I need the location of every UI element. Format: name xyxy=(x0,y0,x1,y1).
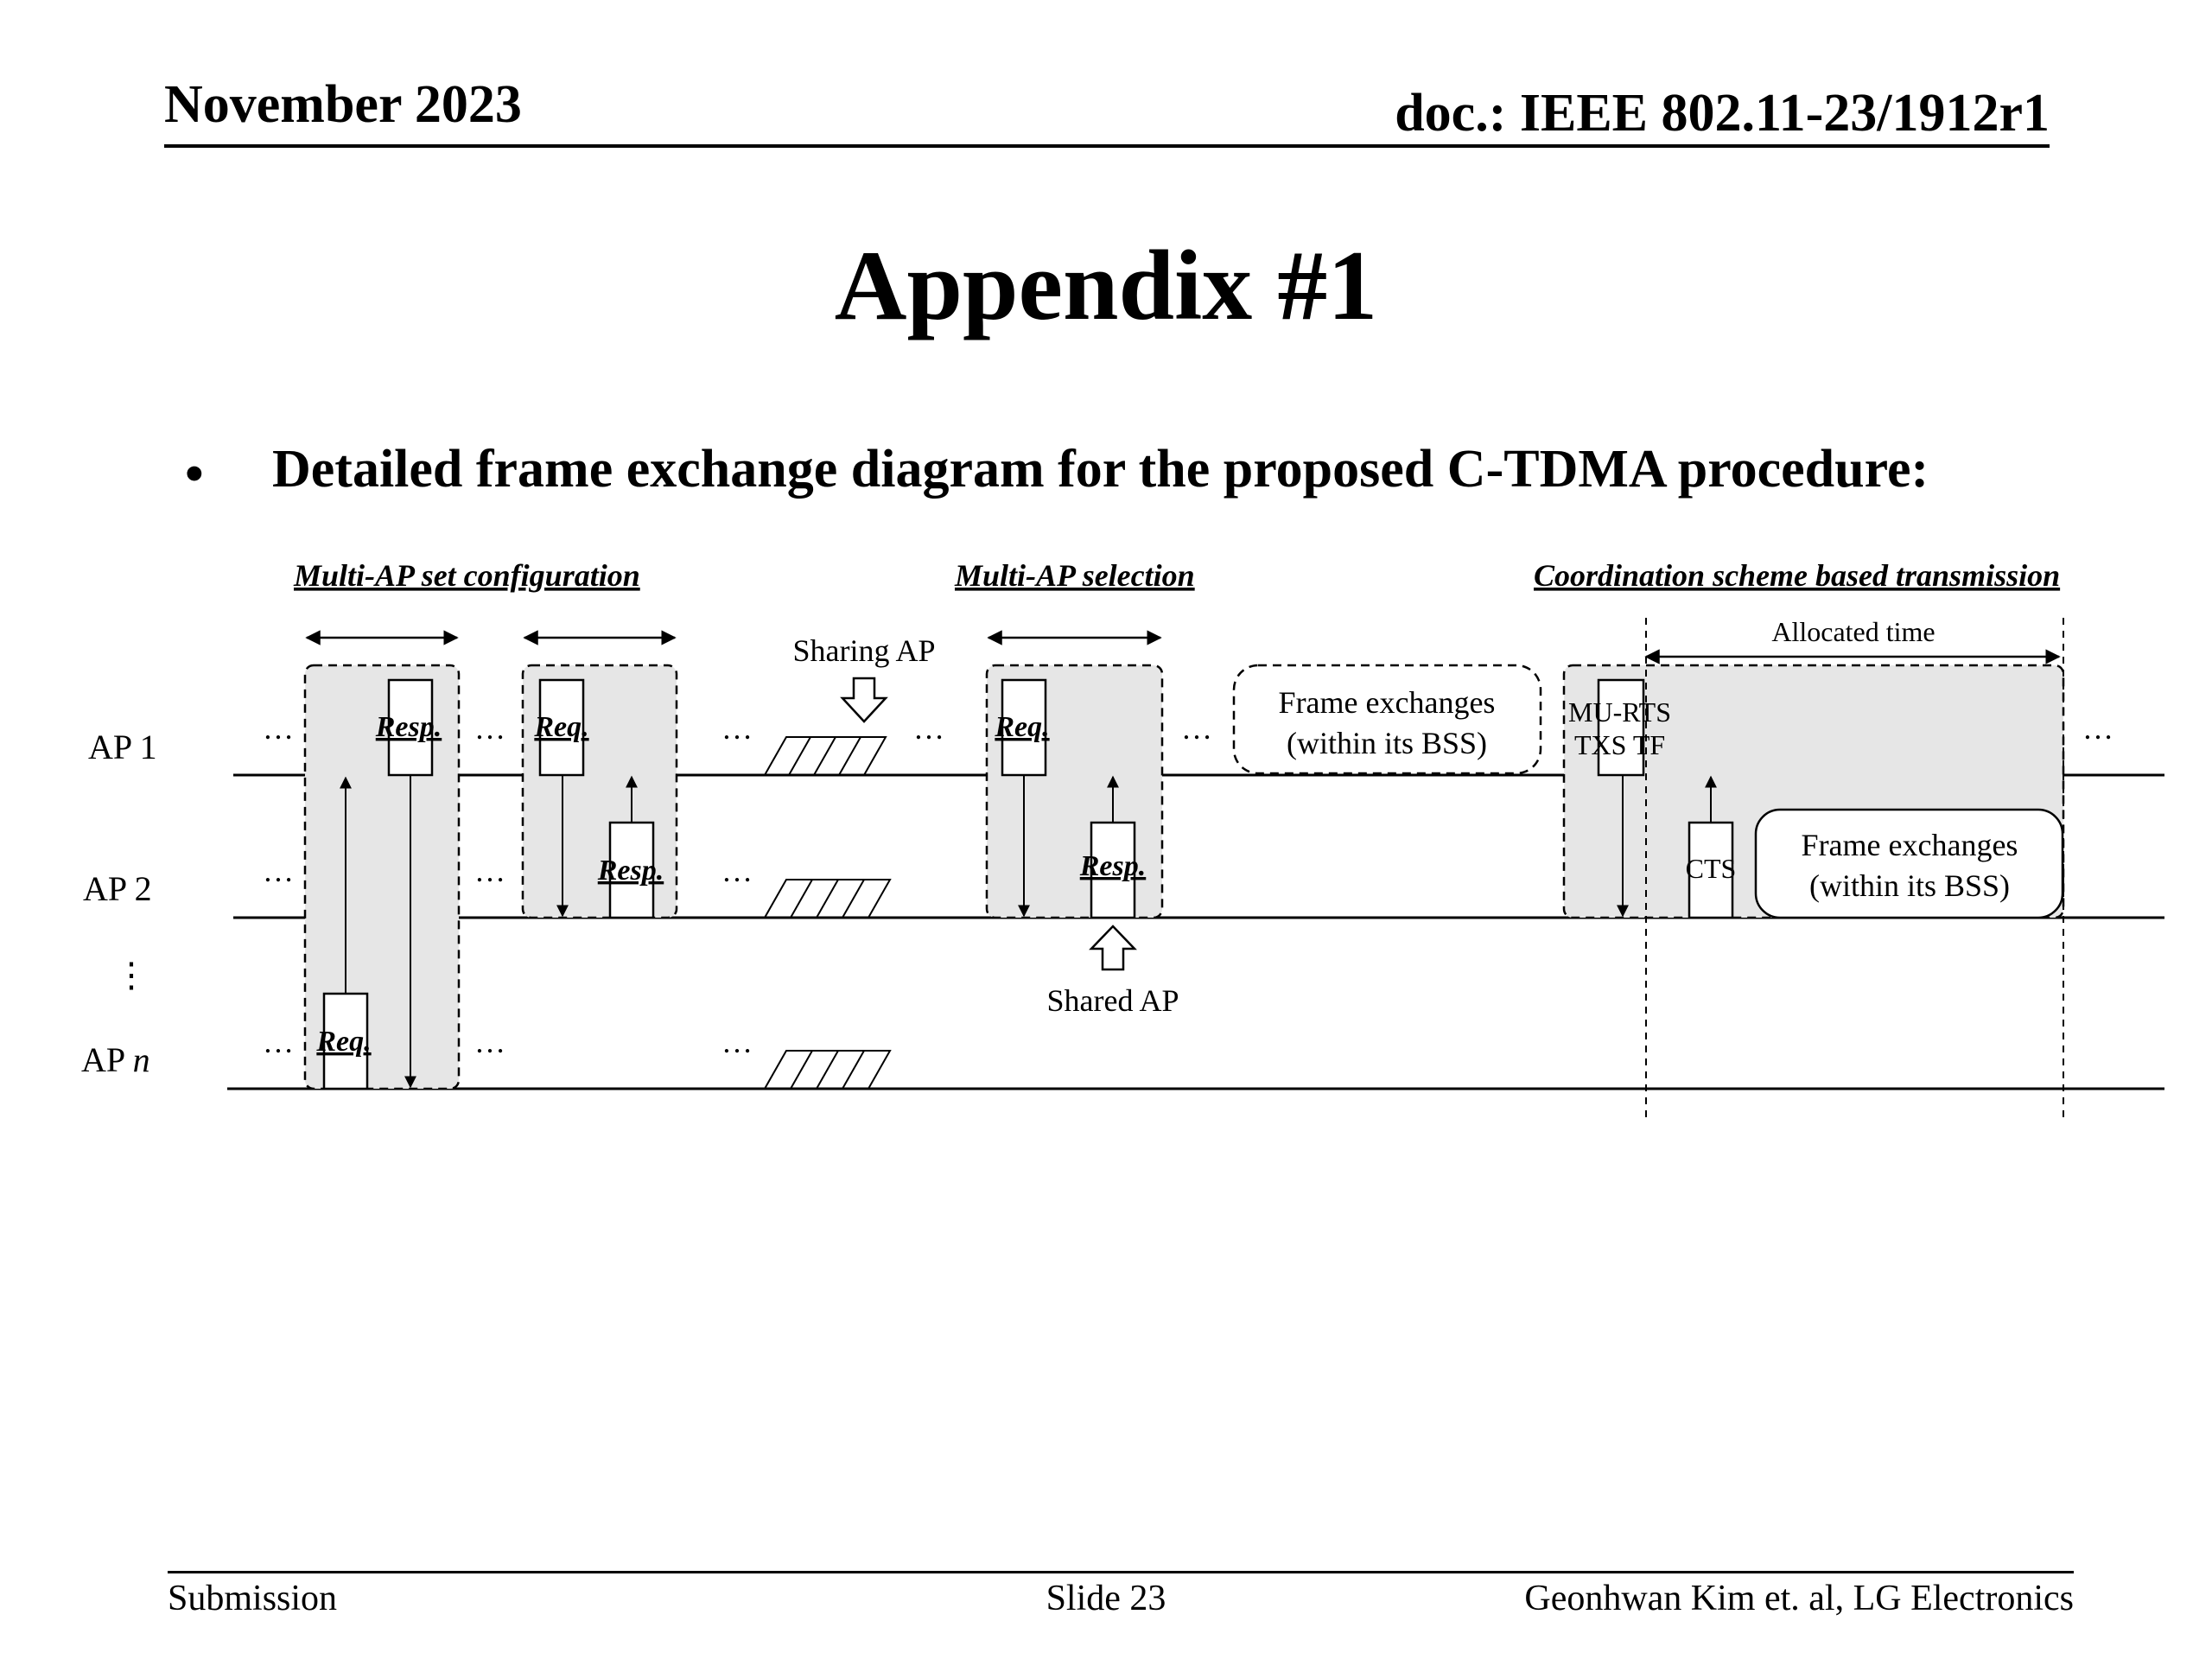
bullet-text: Detailed frame exchange diagram for the proposed C-TDMA procedure: xyxy=(272,440,1929,499)
shared-ap-label: Shared AP xyxy=(1046,983,1179,1018)
ellipsis: … xyxy=(263,854,294,888)
mu-rts-txs-tf-frame xyxy=(1599,680,1643,775)
ellipsis: … xyxy=(474,854,505,888)
mu-rts-label-line1: MU-RTS xyxy=(1568,696,1671,728)
apn-hatched-period xyxy=(765,1051,890,1089)
header-date: November 2023 xyxy=(164,75,522,134)
ellipsis: … xyxy=(721,1025,753,1059)
sharing-ap-down-arrow xyxy=(842,678,886,721)
phase-label-set-config: Multi-AP set configuration xyxy=(294,558,640,593)
ellipsis: … xyxy=(913,711,944,746)
row-label-ap1: AP 1 xyxy=(88,728,157,766)
ap1-hatched-period xyxy=(765,737,886,775)
footer-slide-number: Slide 23 xyxy=(1046,1579,1166,1618)
ap1-frame-exchanges-line1: Frame exchanges xyxy=(1278,685,1496,720)
ellipsis: … xyxy=(2082,711,2113,746)
ellipsis: … xyxy=(263,1025,294,1059)
phase-label-coordination: Coordination scheme based transmission xyxy=(1534,558,2061,593)
ellipsis: … xyxy=(721,711,753,746)
ap1-req-label: Req. xyxy=(534,711,589,743)
phase-label-selection: Multi-AP selection xyxy=(955,558,1195,593)
footer-author: Geonhwan Kim et. al, LG Electronics xyxy=(1524,1579,2074,1618)
shared-ap-up-arrow xyxy=(1091,926,1135,969)
header-doc-id: doc.: IEEE 802.11-23/1912r1 xyxy=(1395,84,2050,143)
ap1-resp-label: Resp. xyxy=(375,711,442,743)
ellipsis: … xyxy=(263,711,294,746)
footer-divider xyxy=(168,1571,2074,1573)
row-label-apn: AP n xyxy=(81,1040,150,1079)
slide-title: Appendix #1 xyxy=(834,231,1378,341)
ap2-frame-exchanges-line1: Frame exchanges xyxy=(1801,828,2018,862)
ap2-resp-label: Resp. xyxy=(597,855,664,887)
ap1-selection-req-label: Req. xyxy=(995,711,1050,743)
apn-req-label: Req. xyxy=(316,1026,372,1058)
ellipsis: … xyxy=(474,711,505,746)
sharing-ap-label: Sharing AP xyxy=(792,633,936,668)
ap2-frame-exchanges-line2: (within its BSS) xyxy=(1808,868,2011,903)
ap1-frame-exchanges-line2: (within its BSS) xyxy=(1286,726,1488,760)
mu-rts-label-line2: TXS TF xyxy=(1574,729,1666,760)
allocated-time-label: Allocated time xyxy=(1771,616,1936,647)
cts-label: CTS xyxy=(1685,853,1737,884)
ellipsis: … xyxy=(721,854,753,888)
bullet-marker: • xyxy=(185,445,204,504)
ap2-hatched-period xyxy=(765,880,890,918)
ellipsis: … xyxy=(474,1025,505,1059)
row-label-vdots: ⋮ xyxy=(114,956,149,995)
ellipsis: … xyxy=(1181,711,1212,746)
ap2-selection-resp-label: Resp. xyxy=(1079,850,1147,882)
footer-submission: Submission xyxy=(168,1579,338,1618)
row-label-ap2: AP 2 xyxy=(83,869,152,908)
